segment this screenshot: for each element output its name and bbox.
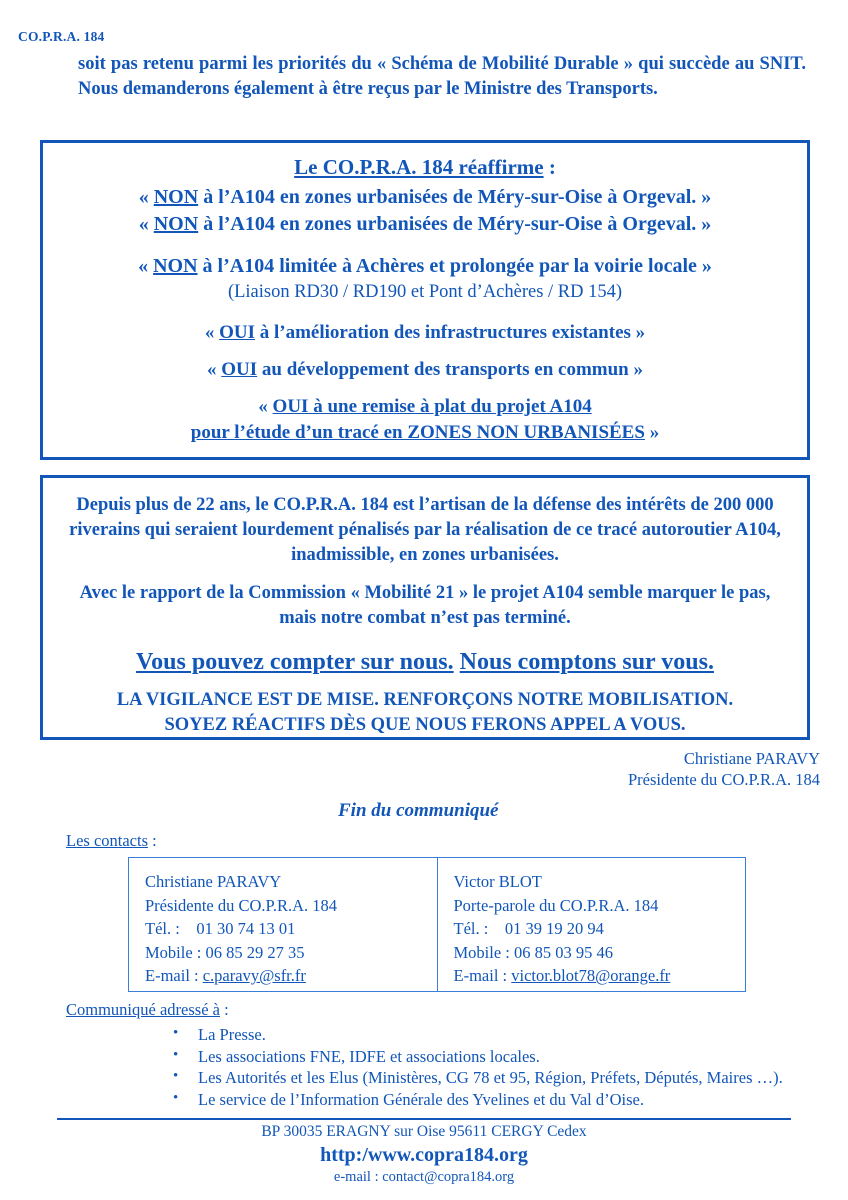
contact-mobile-row (145, 941, 437, 965)
contact-mobile-value: 06 85 29 27 35 (205, 942, 305, 962)
declarations-title-suffix: : (543, 155, 556, 179)
contact-email-row (454, 964, 746, 988)
quote-open: « (138, 213, 154, 235)
footer-block (0, 1122, 848, 1187)
mobilisation-strong-1: Vous pouvez compter sur nous. (136, 649, 454, 675)
contact-mobile-row (454, 941, 746, 965)
footer-website-url[interactable]: http:/www.copra184.org (320, 1144, 528, 1166)
declaration-oui-block (43, 394, 807, 446)
contact-mobile-label: Mobile : (145, 942, 202, 962)
declarations-title (43, 155, 807, 180)
declaration-oui-1 (43, 320, 807, 346)
contact-role: Présidente du CO.P.R.A. 184 (145, 895, 338, 915)
quote-open: « (138, 255, 154, 277)
contact-tel-label: Tél. : (145, 919, 180, 938)
declaration-oui-block-line-2-text: pour l’étude d’un tracé en ZONES NON URBANISÉES (190, 422, 645, 443)
contacts-label-underlined: Les contacts (66, 831, 149, 850)
quote-open: « (207, 359, 222, 380)
contact-cell-paravy (129, 858, 438, 991)
footer-divider (57, 1118, 791, 1120)
distribution-label-underlined: Communiqué adressé à (66, 1000, 220, 1019)
contact-email-link[interactable]: victor.blot78@orange.fr (511, 966, 671, 985)
contact-email-label: E-mail : (145, 966, 199, 985)
contact-email-label: E-mail : (453, 966, 508, 985)
mobilisation-paragraph-2: Avec le rapport de la Commission « Mobilité 21 » le projet A104 semble marquer le pas, mais notre combat n’est pas terminé. (79, 583, 771, 628)
contact-tel-value: 01 30 74 13 01 (196, 919, 296, 938)
list-item: • La Presse. (194, 1024, 783, 1046)
keyword-oui: OUI (221, 359, 258, 380)
contact-tel-label: Tél. : (453, 919, 489, 938)
distribution-list (172, 1024, 783, 1110)
declaration-oui-block-line-2 (43, 420, 807, 446)
contacts-label-suffix: : (148, 831, 157, 850)
declaration-non-limited-subtext: (Liaison RD30 / RD190 et Pont d’Achères / RD 154) (227, 282, 623, 302)
mobilisation-paragraph-1: Depuis plus de 22 ans, le CO.P.R.A. 184 est l’artisan de la défense des intérêts de 200 000 riverains qui seraient lourdement pénalisés par la réalisation de ce tracé autoroutier A104, inadmissible, en zones urbanisées. (69, 495, 781, 565)
declaration-non-1-text: à l’A104 en zones urbanisées de Méry-sur-Oise à Orgeval. » (198, 186, 712, 208)
contact-email-row (145, 964, 437, 988)
keyword-non: NON (153, 255, 198, 277)
declaration-oui-block-line-1-text: OUI à une remise à plat du projet A104 (272, 396, 592, 417)
contact-tel-value: 01 39 19 20 94 (504, 919, 604, 938)
contact-tel-row (454, 917, 746, 941)
spacer (43, 383, 807, 394)
document-header-org-tag: CO.P.R.A. 184 (18, 29, 105, 44)
contact-mobile-label: Mobile : (453, 942, 510, 962)
declaration-oui-block-line-1 (43, 394, 807, 420)
distribution-label (66, 1000, 229, 1020)
declarations-box (40, 140, 810, 460)
declaration-oui-1-text: à l’amélioration des infrastructures existantes » (255, 322, 646, 343)
contact-email-link[interactable]: c.paravy@sfr.fr (202, 966, 306, 985)
mobilisation-caps-line-1: LA VIGILANCE EST DE MISE. RENFORÇONS NOTRE MOBILISATION. (116, 690, 734, 710)
list-item: • Le service de l’Information Générale des Yvelines et du Val d’Oise. (194, 1089, 783, 1111)
signature-block (628, 748, 820, 790)
distribution-label-suffix: : (219, 1000, 229, 1019)
keyword-non: NON (153, 186, 199, 208)
intro-paragraph: soit pas retenu parmi les priorités du « Schéma de Mobilité Durable » qui succède au SNIT. Nous demanderons également à être reçus par le Ministre des Transports. (78, 54, 806, 99)
spacer (43, 346, 807, 357)
quote-open: « (258, 396, 273, 417)
contact-cell-blot (438, 858, 746, 991)
contact-tel-row (145, 917, 437, 941)
declaration-oui-2 (43, 357, 807, 383)
footer-address: BP 30035 ERAGNY sur Oise 95611 CERGY Cedex (261, 1123, 587, 1140)
contact-name: Christiane PARAVY (145, 872, 282, 891)
mobilisation-caps-line-2: SOYEZ RÉACTIFS DÈS QUE NOUS FERONS APPEL A VOUS. (164, 715, 686, 735)
declaration-non-limited-text: à l’A104 limitée à Achères et prolongée par la voirie locale » (197, 255, 712, 277)
declaration-non-limited (43, 253, 807, 280)
quote-close: » (644, 422, 660, 443)
mobilisation-box (40, 475, 810, 740)
quote-open: « (138, 186, 154, 208)
contact-mobile-value: 06 85 03 95 46 (514, 942, 613, 962)
keyword-non: NON (153, 213, 199, 235)
mobilisation-strong-2: Nous comptons sur vous. (459, 649, 714, 675)
signature-name: Christiane PARAVY (683, 749, 820, 768)
end-of-release-label: Fin du communiqué (338, 800, 499, 821)
declarations-title-underlined: Le CO.P.R.A. 184 réaffirme (294, 155, 544, 179)
spacer (43, 305, 807, 320)
declaration-oui-2-text: au développement des transports en commun » (257, 359, 643, 380)
mobilisation-caps-block (43, 688, 807, 738)
list-item: • Les associations FNE, IDFE et associations locales. (194, 1046, 783, 1068)
contacts-table (128, 857, 746, 992)
declaration-non-1 (43, 184, 807, 211)
contacts-label (66, 831, 157, 851)
footer-email[interactable]: e-mail : contact@copra184.org (333, 1169, 515, 1185)
declaration-non-2 (43, 211, 807, 238)
keyword-oui: OUI (219, 322, 255, 343)
quote-open: « (204, 322, 220, 343)
signature-role: Présidente du CO.P.R.A. 184 (627, 770, 820, 789)
contact-role: Porte-parole du CO.P.R.A. 184 (453, 895, 659, 915)
list-item: • Les Autorités et les Elus (Ministères, CG 78 et 95, Région, Préfets, Députés, Maires …). (194, 1067, 783, 1089)
declaration-non-2-text: à l’A104 en zones urbanisées de Méry-sur-Oise à Orgeval. » (198, 213, 712, 235)
spacer (43, 238, 807, 253)
mobilisation-strong-line (43, 647, 807, 677)
contact-name: Victor BLOT (453, 872, 542, 891)
